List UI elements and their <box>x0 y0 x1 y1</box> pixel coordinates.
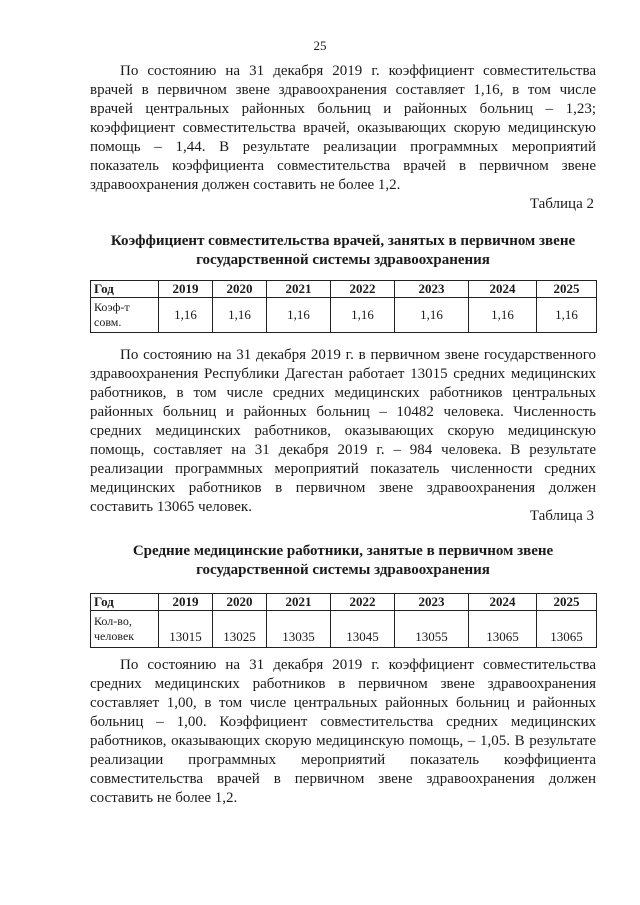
header-cell: 2023 <box>395 594 469 611</box>
header-cell: 2021 <box>267 281 331 298</box>
row-label-cell: Кол-во, человек <box>91 611 159 648</box>
value-cell: 1,16 <box>331 298 395 333</box>
value-cell: 13025 <box>213 611 267 648</box>
value-cell: 13035 <box>267 611 331 648</box>
value-cell: 13055 <box>395 611 469 648</box>
value-cell: 1,16 <box>537 298 597 333</box>
header-cell: 2024 <box>469 594 537 611</box>
table-3-title: Средние медицинские работники, занятые в первичном звене государственной системы здравоохранения <box>132 543 554 578</box>
table-2-title: Коэффициент совместительства врачей, занятых в первичном звене государственной системы здравоохранения <box>110 233 576 268</box>
value-cell: 1,16 <box>267 298 331 333</box>
header-cell-year: Год <box>91 594 159 611</box>
table-3 <box>90 593 597 648</box>
value-cell: 13065 <box>469 611 537 648</box>
value-cell: 1,16 <box>159 298 213 333</box>
value-cell: 1,16 <box>213 298 267 333</box>
header-cell: 2021 <box>267 594 331 611</box>
value-cell: 1,16 <box>395 298 469 333</box>
value-cell: 13015 <box>159 611 213 648</box>
value-cell: 13065 <box>537 611 597 648</box>
value-cell: 13045 <box>331 611 395 648</box>
row-label-cell: Коэф-т совм. <box>91 298 159 333</box>
header-cell-year: Год <box>91 281 159 298</box>
header-cell: 2019 <box>159 594 213 611</box>
table-header-row <box>91 594 597 611</box>
table-2-label: Таблица 2 <box>529 196 594 212</box>
table-3-label: Таблица 3 <box>529 508 594 524</box>
header-cell: 2024 <box>469 281 537 298</box>
table-2 <box>90 280 597 333</box>
table-row <box>91 611 597 648</box>
table-header-row <box>91 281 597 298</box>
header-cell: 2025 <box>537 594 597 611</box>
table-row <box>91 298 597 333</box>
paragraph-nurses-coefficient: По состоянию на 31 декабря 2019 г. коэффициент совместительства средних медицинских работников в первичном звене здравоохранения составляет 1,00, в том числе центральных районных больниц и районных больниц – 1,00. Коэффициент совместительства средних медицинских работников, оказывающих скорую медицинскую помощь, – 1,05. В результате реализации программных мероприятий показатель коэффициента совместительства врачей в первичном звене здравоохранения должен составить не более 1,2. <box>90 657 596 806</box>
header-cell: 2023 <box>395 281 469 298</box>
header-cell: 2025 <box>537 281 597 298</box>
header-cell: 2022 <box>331 281 395 298</box>
header-cell: 2022 <box>331 594 395 611</box>
header-cell: 2019 <box>159 281 213 298</box>
paragraph-nurses-count: По состоянию на 31 декабря 2019 г. в первичном звене государственного здравоохранения Республики Дагестан работает 13015 средних медицинских работников, в том числе средних медицинских работников центральных районных больниц и районных больниц – 10482 человека. Численность средних медицинских работников, оказывающих скорую медицинскую помощь, составляет на 31 декабря 2019 г. – 984 человека. В результате реализации программных мероприятий показатель численности средних медицинских работников в первичном звене здравоохранения должен составить 13065 человек. <box>90 347 596 515</box>
header-cell: 2020 <box>213 594 267 611</box>
header-cell: 2020 <box>213 281 267 298</box>
page-number: 25 <box>313 38 327 53</box>
paragraph-doctors-coefficient: По состоянию на 31 декабря 2019 г. коэффициент совместительства врачей в первичном звене здравоохранения составляет 1,16, в том числе врачей центральных районных больниц и районных больниц – 1,23; коэффициент совместительства врачей, оказывающих скорую медицинскую помощь – 1,44. В результате реализации программных мероприятий показатель коэффициента совместительства врачей в первичном звене здравоохранения должен составить не более 1,2. <box>90 63 596 193</box>
value-cell: 1,16 <box>469 298 537 333</box>
